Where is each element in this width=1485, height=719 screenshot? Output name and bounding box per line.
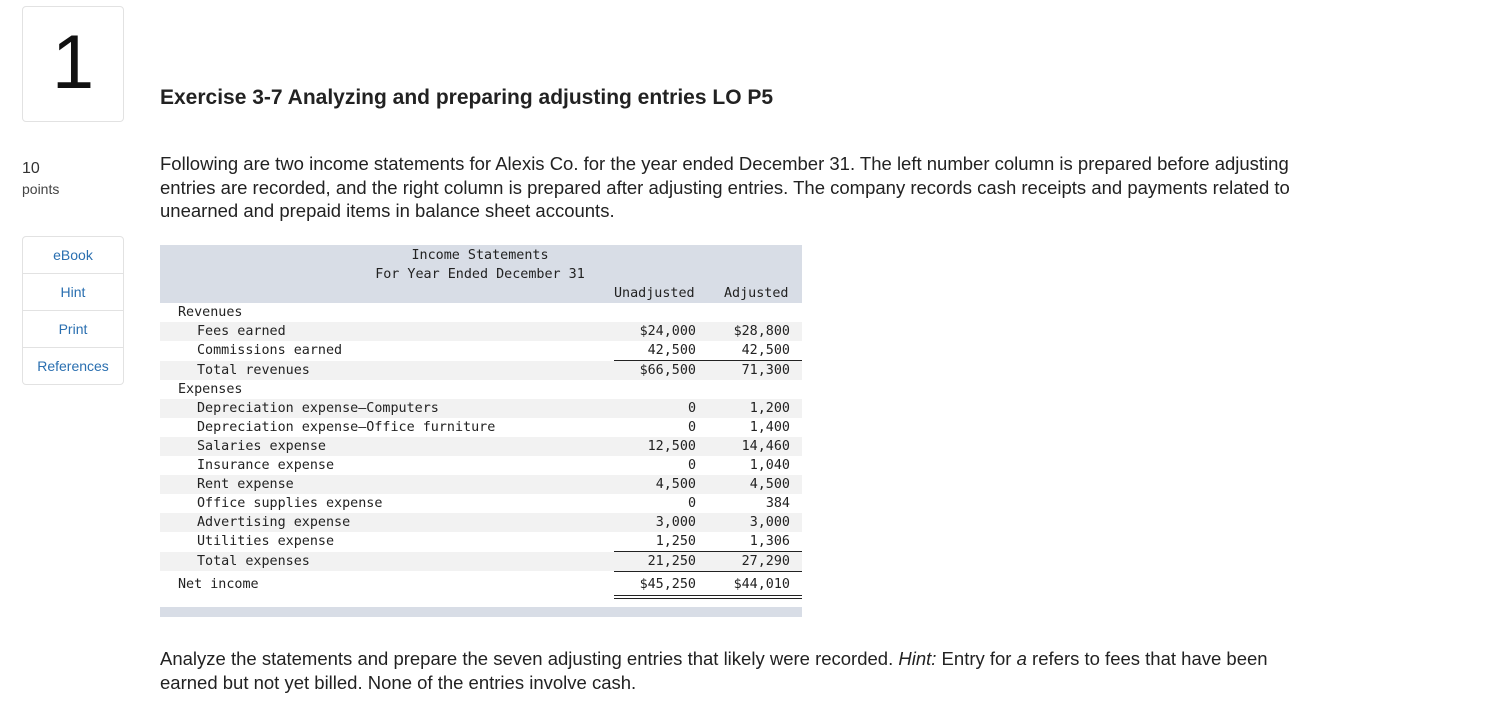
adjusted-value: 1,200 — [749, 401, 790, 416]
column-header-unadjusted: Unadjusted — [614, 286, 695, 301]
row-label: Insurance expense — [197, 458, 335, 473]
adjusted-value: 14,460 — [741, 439, 790, 454]
row-label: Advertising expense — [197, 515, 351, 530]
table-row — [160, 475, 802, 494]
expenses-heading: Expenses — [178, 382, 243, 397]
row-label: Depreciation expense—Office furniture — [197, 420, 496, 435]
adjusted-value: 1,040 — [749, 458, 790, 473]
adjusted-value: 1,306 — [749, 534, 790, 549]
table-row — [160, 418, 802, 437]
revenues-heading-row — [160, 303, 802, 322]
adjusted-value: 71,300 — [741, 363, 790, 378]
resource-sidebar — [22, 236, 124, 385]
unadjusted-value: 21,250 — [647, 554, 696, 569]
hint-link[interactable]: Hint — [23, 274, 123, 311]
unadjusted-value: $24,000 — [639, 324, 696, 339]
unadjusted-value: 1,250 — [655, 534, 696, 549]
adjusted-value: $44,010 — [733, 577, 790, 592]
row-label: Fees earned — [197, 324, 286, 339]
unadjusted-value: 3,000 — [655, 515, 696, 530]
table-row — [160, 494, 802, 513]
total-revenues-row — [160, 361, 802, 380]
statement-title: Income Statements — [411, 248, 549, 263]
table-row — [160, 322, 802, 341]
statement-header — [160, 245, 802, 303]
revenues-heading: Revenues — [178, 305, 243, 320]
income-statement-table — [160, 245, 802, 617]
print-link[interactable]: Print — [23, 311, 123, 348]
hint-label: Hint: — [898, 648, 937, 669]
instructions-paragraph — [160, 647, 1310, 694]
double-underline — [614, 595, 708, 599]
row-label: Total revenues — [197, 363, 310, 378]
subtotal-underline — [614, 571, 708, 572]
question-number-box — [22, 6, 124, 122]
row-label: Rent expense — [197, 477, 294, 492]
points-label: points — [22, 181, 60, 197]
row-label: Net income — [178, 577, 259, 592]
intro-paragraph: Following are two income statements for Alexis Co. for the year ended December 31. The left number column is prepared before adjusting entries are recorded, and the right column is prepared after adjusting entries. The company records cash receipts and payments related to unearned and prepaid items in balance sheet accounts. — [160, 153, 1290, 221]
table-row — [160, 341, 802, 360]
table-row — [160, 456, 802, 475]
row-label: Office supplies expense — [197, 496, 383, 511]
unadjusted-value: 0 — [687, 458, 696, 473]
double-underline — [708, 595, 802, 599]
references-link[interactable]: References — [37, 358, 109, 374]
unadjusted-value: 0 — [687, 496, 696, 511]
total-expenses-row — [160, 552, 802, 571]
question-number: 1 — [51, 20, 95, 105]
statement-footer — [160, 607, 802, 617]
adjusted-value: 3,000 — [749, 515, 790, 530]
unadjusted-value: 0 — [687, 420, 696, 435]
adjusted-value: 42,500 — [741, 343, 790, 358]
adjusted-value: $28,800 — [733, 324, 790, 339]
row-label: Total expenses — [197, 554, 310, 569]
exercise-title: Exercise 3-7 Analyzing and preparing adjusting entries LO P5 — [160, 86, 774, 109]
adjusted-value: 27,290 — [741, 554, 790, 569]
row-label: Salaries expense — [197, 439, 326, 454]
row-label: Commissions earned — [197, 343, 343, 358]
points-value: 10 — [22, 160, 40, 177]
unadjusted-value: $45,250 — [639, 577, 696, 592]
row-label: Depreciation expense—Computers — [197, 401, 439, 416]
net-income-row — [160, 575, 802, 594]
points-info — [22, 158, 59, 200]
adjusted-value: 384 — [765, 496, 790, 511]
adjusted-value: 1,400 — [749, 420, 790, 435]
entry-letter: a — [1016, 648, 1027, 669]
table-row — [160, 437, 802, 456]
ebook-link[interactable]: eBook — [23, 237, 123, 274]
column-header-adjusted: Adjusted — [724, 286, 789, 301]
table-row — [160, 513, 802, 532]
unadjusted-value: 4,500 — [655, 477, 696, 492]
table-row — [160, 532, 802, 551]
unadjusted-value: $66,500 — [639, 363, 696, 378]
adjusted-value: 4,500 — [749, 477, 790, 492]
unadjusted-value: 42,500 — [647, 343, 696, 358]
instructions-part2: Entry for — [936, 648, 1017, 669]
statement-subtitle: For Year Ended December 31 — [375, 267, 585, 282]
subtotal-underline — [708, 571, 802, 572]
instructions-part1: Analyze the statements and prepare the seven adjusting entries that likely were recorded. — [160, 648, 899, 669]
unadjusted-value: 0 — [687, 401, 696, 416]
expenses-heading-row — [160, 380, 802, 399]
table-row — [160, 399, 802, 418]
unadjusted-value: 12,500 — [647, 439, 696, 454]
instructions-part3: refers to fees that have been earned but not yet billed. None of the entries involve cash. — [160, 648, 1268, 693]
row-label: Utilities expense — [197, 534, 335, 549]
